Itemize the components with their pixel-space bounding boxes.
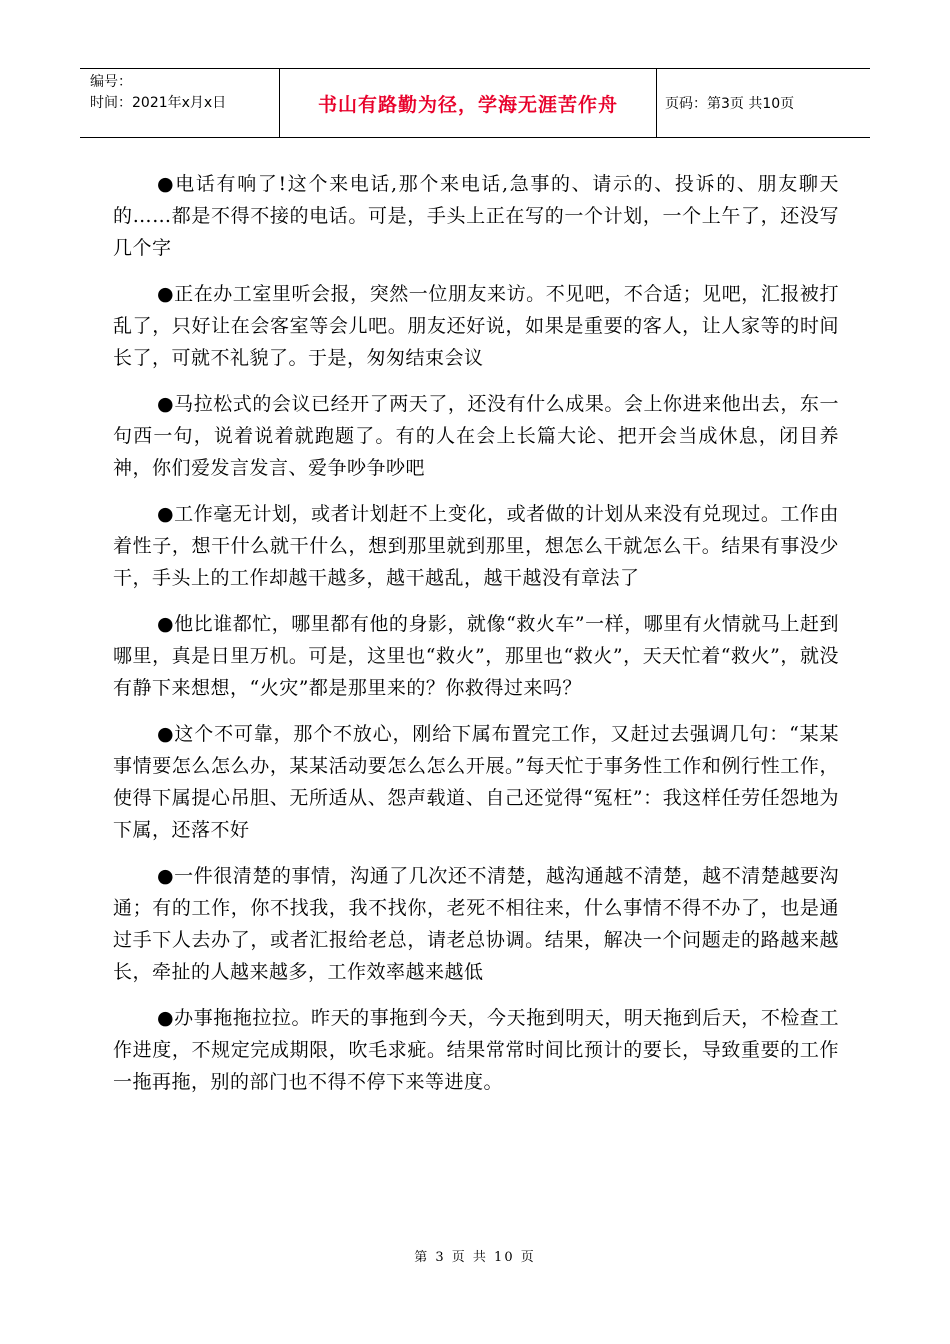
header-motto-cell <box>280 69 657 137</box>
body-paragraph: ●马拉松式的会议已经开了两天了，还没有什么成果。会上你进来他出去，东一句西一句，说着说着就跑题了。有的人在会上长篇大论、把开会当成休息，闭目养神，你们爱发言发言、爱争吵争吵吧 <box>113 393 839 479</box>
body-paragraph: ●办事拖拖拉拉。昨天的事拖到今天，今天拖到明天，明天拖到后天，不检查工作进度，不规定完成期限，吹毛求疵。结果常常时间比预计的要长，导致重要的工作一拖再拖，别的部门也不得不停下来等进度。 <box>113 1007 839 1093</box>
body-paragraph: ●这个不可靠，那个不放心，刚给下属布置完工作，又赶过去强调几句：“某某事情要怎么怎么办，某某活动要怎么怎么开展。”每天忙于事务性工作和例行性工作，使得下属提心吊胆、无所适从、怨声载道、自己还觉得“冤枉”：我这样任劳任怨地为下属，还落不好 <box>113 723 839 841</box>
header-motto: 书山有路勤为径，学海无涯苦作舟 <box>317 93 618 116</box>
page-footer <box>0 1246 950 1265</box>
body-paragraph: ●工作毫无计划，或者计划赶不上变化，或者做的计划从来没有兑现过。工作由着性子，想干什么就干什么，想到那里就到那里，想怎么干就怎么干。结果有事没少干，手头上的工作却越干越多，越干越乱，越干越没有章法了 <box>113 503 839 589</box>
document-number-label: 编号： <box>90 74 132 90</box>
body-paragraph: ●正在办工室里听会报，突然一位朋友来访。不见吧，不合适；见吧，汇报被打乱了，只好让在会客室等会儿吧。朋友还好说，如果是重要的客人，让人家等的时间长了，可就不礼貌了。于是，匆匆结束会议 <box>113 283 839 369</box>
body-paragraph: ●他比谁都忙，哪里都有他的身影，就像“救火车”一样，哪里有火情就马上赶到哪里，真是日里万机。可是，这里也“救火”，那里也“救火”，天天忙着“救火”，就没有静下来想想，“火灾”都是那里来的？你救得过来吗？ <box>113 613 839 699</box>
page-header <box>80 68 870 138</box>
footer-page-number: 第 3 页 共 10 页 <box>414 1250 536 1265</box>
body-paragraph: ●一件很清楚的事情，沟通了几次还不清楚，越沟通越不清楚，越不清楚越要沟通；有的工作，你不找我，我不找你，老死不相往来，什么事情不得不办了，也是通过手下人去办了，或者汇报给老总，请老总协调。结果，解决一个问题走的路越来越长，牵扯的人越来越多，工作效率越来越低 <box>113 865 839 983</box>
header-page-cell <box>657 69 870 137</box>
document-time-label: 时间：2021年x月x日 <box>90 95 227 111</box>
document-body <box>113 168 839 1112</box>
header-page-number: 页码：第3页 共10页 <box>665 96 795 112</box>
header-meta <box>80 69 280 137</box>
body-paragraph: ●电话有响了!这个来电话,那个来电话,急事的、请示的、投诉的、朋友聊天的……都是不得不接的电话。可是，手头上正在写的一个计划，一个上午了，还没写几个字 <box>113 173 839 259</box>
